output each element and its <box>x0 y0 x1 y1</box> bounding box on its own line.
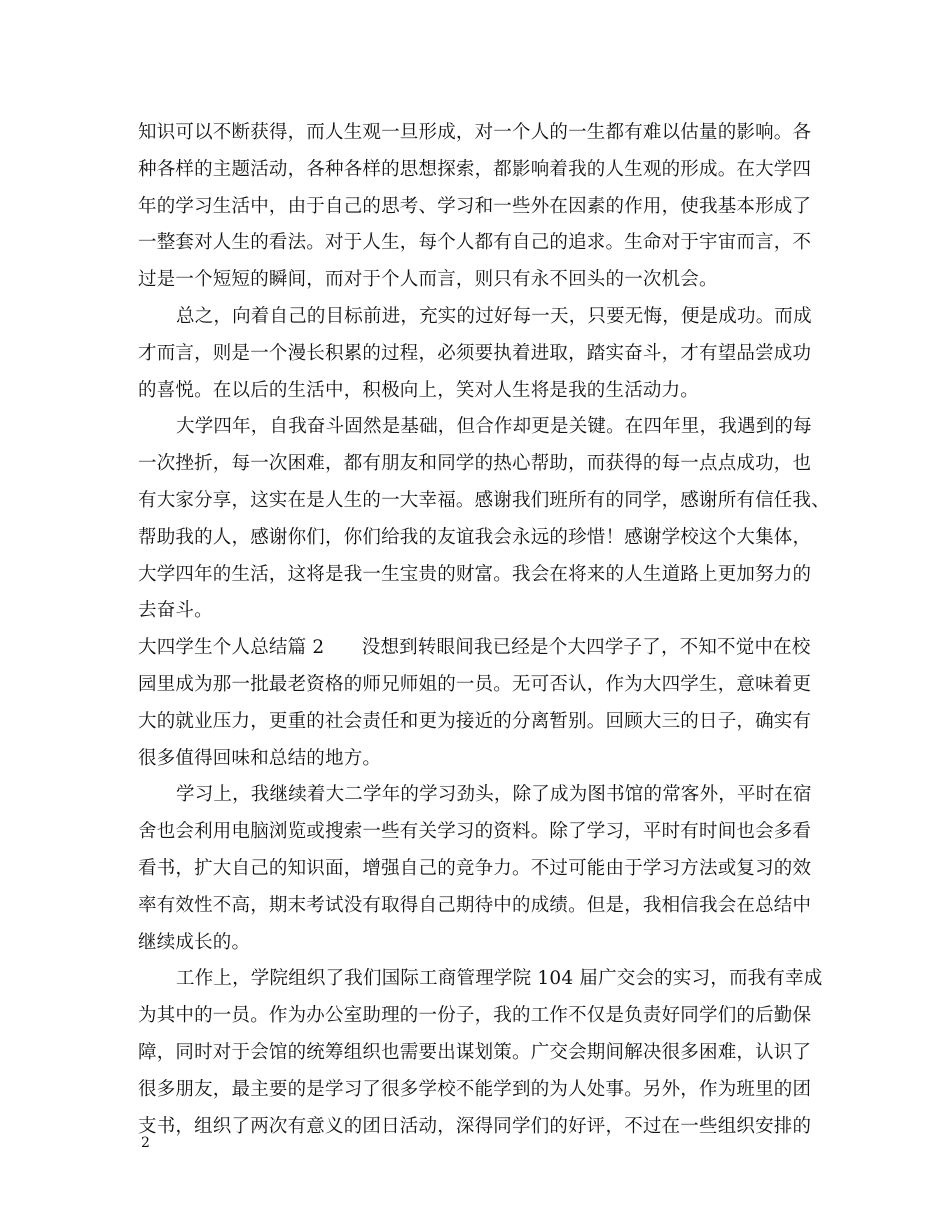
text-line: 舍也会利用电脑浏览或搜索一些有关学习的资料。除了学习，平时有时间也会多看 <box>138 821 812 843</box>
paragraph-first-line: 总之，向着自己的目标前进，充实的过好每一天，只要无悔，便是成功。而成 <box>176 305 812 327</box>
page-number: 2 <box>141 1135 150 1151</box>
text-line: 大的就业压力，更重的社会责任和更为接近的分离暂别。回顾大三的日子，确实有 <box>138 710 812 732</box>
text-line: 过是一个短短的瞬间，而对于个人而言，则只有永不回头的一次机会。 <box>138 269 718 291</box>
text-line: 园里成为那一批最老资格的师兄师姐的一员。无可否认，作为大四学生，意味着更 <box>138 673 812 695</box>
text-line: 很多值得回味和总结的地方。 <box>138 747 382 769</box>
text-line: 有大家分享，这实在是人生的一大幸福。感谢我们班所有的同学，感谢所有信任我、 <box>138 489 830 511</box>
text-line: 大四学生个人总结篇 2 没想到转眼间我已经是个大四学子了，不知不觉中在校 <box>138 637 811 659</box>
text-line: 为其中的一员。作为办公室助理的一份子，我的工作不仅是负责好同学们的后勤保 <box>138 1005 812 1027</box>
text-line: 大学四年的生活，这将是我一生宝贵的财富。我会在将来的人生道路上更加努力的 <box>138 563 812 585</box>
text-line: 看书，扩大自己的知识面，增强自己的竞争力。不过可能由于学习方法或复习的效 <box>138 857 812 879</box>
text-line: 继续成长的。 <box>138 931 251 953</box>
body-text <box>138 115 830 1145</box>
text-line: 才而言，则是一个漫长积累的过程，必须要执着进取，踏实奋斗，才有望品尝成功 <box>138 342 812 364</box>
text-line: 一整套对人生的看法。对于人生，每个人都有自己的追求。生命对于宇宙而言，不 <box>138 232 812 254</box>
text-line: 的喜悦。在以后的生活中，积极向上，笑对人生将是我的生活动力。 <box>138 379 700 401</box>
text-line: 帮助我的人，感谢你们，你们给我的友谊我会永远的珍惜！感谢学校这个大集体， <box>138 526 812 548</box>
text-line: 率有效性不高，期末考试没有取得自己期待中的成绩。但是，我相信我会在总结中 <box>138 894 812 916</box>
text-line: 种各样的主题活动，各种各样的思想探索，都影响着我的人生观的形成。在大学四 <box>138 158 812 180</box>
paragraph-first-line: 学习上，我继续着大二学年的学习劲头，除了成为图书馆的常客外，平时在宿 <box>176 784 812 806</box>
text-line: 年的学习生活中，由于自己的思考、学习和一些外在因素的作用，使我基本形成了 <box>138 195 812 217</box>
text-line: 支书，组织了两次有意义的团日活动，深得同学们的好评，不过在一些组织安排的 <box>138 1115 812 1137</box>
paragraph-first-line: 工作上，学院组织了我们国际工商管理学院 104 届广交会的实习，而我有幸成 <box>176 968 823 990</box>
text-line: 一次挫折，每一次困难，都有朋友和同学的热心帮助，而获得的每一点点成功，也 <box>138 453 812 475</box>
text-line: 很多朋友，最主要的是学习了很多学校不能学到的为人处事。另外，作为班里的团 <box>138 1078 812 1100</box>
text-line: 障，同时对于会馆的统筹组织也需要出谋划策。广交会期间解决很多困难，认识了 <box>138 1041 812 1063</box>
text-line: 知识可以不断获得，而人生观一旦形成，对一个人的一生都有难以估量的影响。各 <box>138 122 812 143</box>
text-line: 去奋斗。 <box>138 600 213 622</box>
paragraph-first-line: 大学四年，自我奋斗固然是基础，但合作却更是关键。在四年里，我遇到的每 <box>176 416 812 438</box>
